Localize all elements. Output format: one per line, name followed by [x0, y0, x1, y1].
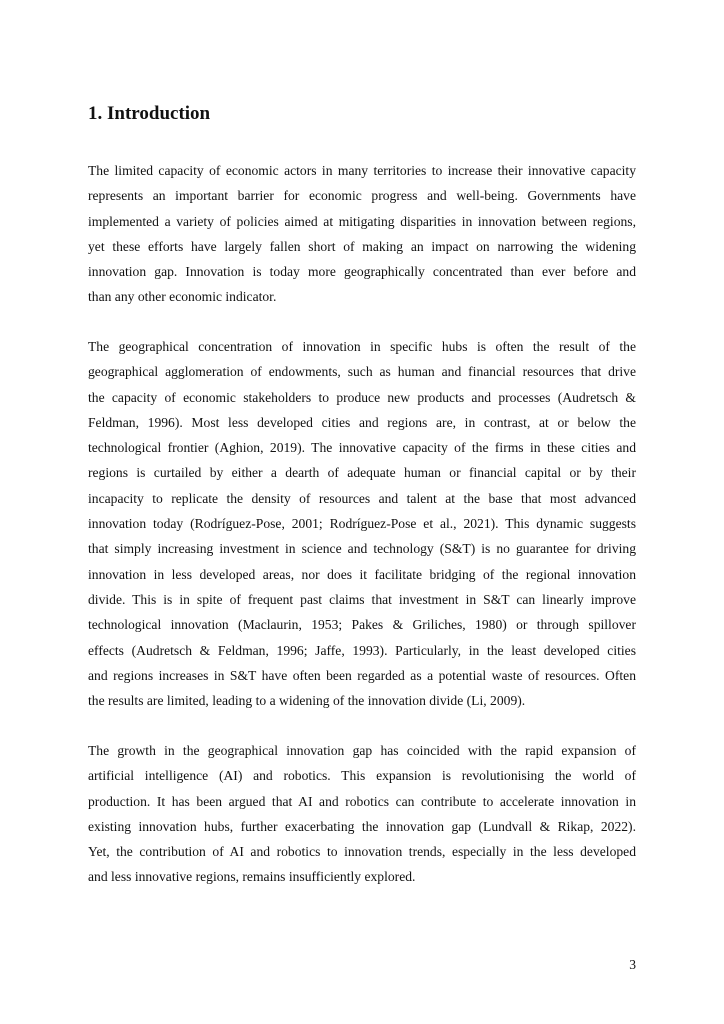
paragraph-line: regions is curtailed by either a dearth of adequate human or financial capital or by their — [88, 465, 636, 481]
paragraph-line: the capacity of economic stakeholders to produce new products and processes (Audretsch & — [88, 389, 636, 405]
paragraph-1 — [88, 158, 636, 310]
section-heading: 1. Introduction — [88, 103, 211, 124]
paragraph-line: and regions increases in S&T have often been regarded as a potential waste of resources. Often — [88, 667, 636, 683]
paragraph-line: that simply increasing investment in science and technology (S&T) is no guarantee for driving — [88, 541, 636, 557]
paragraph-line: implemented a variety of policies aimed at mitigating disparities in innovation between regions, — [88, 213, 636, 229]
paragraph-line: The limited capacity of economic actors in many territories to increase their innovative capacity — [88, 163, 636, 178]
paragraph-line: than any other economic indicator. — [88, 289, 277, 305]
paragraph-line: Feldman, 1996). Most less developed cities and regions are, in contrast, at or below the — [88, 414, 636, 430]
paragraph-line: existing innovation hubs, further exacerbating the innovation gap (Lundvall & Rikap, 2022). — [88, 818, 636, 834]
paragraph-line: Yet, the contribution of AI and robotics to innovation trends, especially in the less developed — [88, 844, 636, 860]
paragraph-line: The geographical concentration of innovation in specific hubs is often the result of the — [88, 339, 636, 354]
paragraph-line: artificial intelligence (AI) and robotics. This expansion is revolutionising the world of — [88, 768, 636, 784]
paragraph-3 — [88, 738, 636, 890]
paragraph-line: innovation in less developed areas, nor does it facilitate bridging of the regional innovation — [88, 566, 636, 582]
paragraph-line: incapacity to replicate the density of resources and talent at the base that most advanced — [88, 490, 636, 506]
paragraph-line: represents an important barrier for economic progress and well-being. Governments have — [88, 188, 636, 204]
paragraph-line: The growth in the geographical innovation gap has coincided with the rapid expansion of — [88, 743, 636, 758]
paragraph-2 — [88, 334, 636, 713]
paragraph-line: innovation gap. Innovation is today more geographically concentrated than ever before and — [88, 264, 636, 280]
paragraph-line: yet these efforts have largely fallen short of making an impact on narrowing the widening — [88, 238, 636, 254]
paragraph-line: effects (Audretsch & Feldman, 1996; Jaffe, 1993). Particularly, in the least developed cities — [88, 642, 636, 658]
page-number: 3 — [629, 957, 636, 972]
paragraph-line: technological innovation (Maclaurin, 1953; Pakes & Griliches, 1980) or through spillover — [88, 617, 636, 633]
paragraph-line: the results are limited, leading to a widening of the innovation divide (Li, 2009). — [88, 693, 526, 709]
paragraph-line: geographical agglomeration of endowments, such as human and financial resources that drive — [88, 364, 636, 380]
paragraph-line: production. It has been argued that AI and robotics can contribute to accelerate innovation in — [88, 793, 636, 809]
paragraph-line: and less innovative regions, remains insufficiently explored. — [88, 869, 416, 885]
paragraph-line: technological frontier (Aghion, 2019). The innovative capacity of the firms in these cities and — [88, 440, 636, 456]
paragraph-line: divide. This is in spite of frequent past claims that investment in S&T can linearly improve — [88, 591, 636, 607]
paragraph-line: innovation today (Rodríguez-Pose, 2001; Rodríguez-Pose et al., 2021). This dynamic suggests — [88, 516, 636, 532]
